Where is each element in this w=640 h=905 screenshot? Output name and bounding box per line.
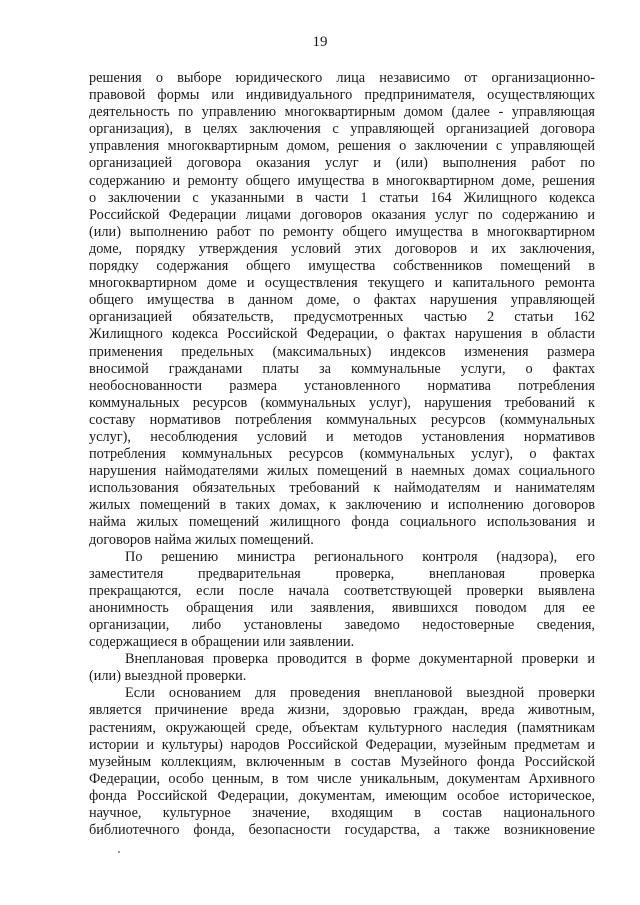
text-line: (или) выполнению работ по ремонту общего имущества в многоквартирном xyxy=(89,223,595,240)
text-line: управления многоквартирным домом, решения о заключении с управляющей xyxy=(89,138,595,155)
text-line: услуг), несоблюдения условий и методов установления нормативов xyxy=(89,428,595,445)
text-line: договоров найма жилых помещений. xyxy=(89,531,314,548)
text-line: деятельность по управлению многоквартирным домом (далее - управляющая xyxy=(89,104,595,121)
text-line: музейным коллекциям, включенным в состав Музейного фонда Российской xyxy=(89,753,595,770)
text-line: Если основанием для проведения внеплановой выездной проверки xyxy=(125,685,595,702)
paragraph xyxy=(89,70,595,549)
text-line: решения о выборе юридического лица независимо от организационно- xyxy=(89,70,595,86)
text-line: истории и культуры) народов Российской Федерации, музейным предметам и xyxy=(89,736,595,753)
text-line: порядку содержания общего имущества собственников помещений в xyxy=(89,258,595,275)
text-line: содержанию и ремонту общего имущества в многоквартирном доме, решения xyxy=(89,172,595,189)
text-line: найма жилых помещений жилищного фонда социального использования и xyxy=(89,514,595,531)
text-line: организацией договора оказания услуг и (или) выполнения работ по xyxy=(89,155,595,172)
text-line: составу нормативов потребления коммунальных ресурсов (коммунальных xyxy=(89,411,595,428)
text-line: (или) выездной проверки. xyxy=(89,668,247,685)
paragraph xyxy=(89,651,595,685)
text-line: применения предельных (максимальных) индексов изменения размера xyxy=(89,343,595,360)
page-number: 19 xyxy=(312,34,328,50)
paragraph xyxy=(89,685,595,839)
text-line: многоквартирном доме и осуществления текущего и капитального ремонта xyxy=(89,275,595,292)
text-line: Внеплановая проверка проводится в форме документарной проверки и xyxy=(125,651,595,668)
text-line: правовой формы или индивидуального предпринимателя, осуществляющих xyxy=(89,87,595,104)
text-line: общего имущества в данном доме, о фактах нарушения управляющей xyxy=(89,292,595,309)
text-line: Жилищного кодекса Российской Федерации, о фактах нарушения в области xyxy=(89,326,595,343)
text-line: заместителя предварительная проверка, внеплановая проверка xyxy=(89,565,595,582)
text-line: По решению министра регионального контроля (надзора), его xyxy=(125,548,595,565)
text-line: организация), в целях заключения с управляющей организацией договора xyxy=(89,121,595,138)
text-line: Российской Федерации лицами договоров оказания услуг по содержанию и xyxy=(89,206,595,223)
paragraph xyxy=(89,549,595,652)
text-line: жилых помещений в таких домах, к заключению и исполнению договоров xyxy=(89,497,595,514)
text-line: является причинение вреда жизни, здоровью граждан, вреда животным, xyxy=(89,702,595,719)
text-line: содержащиеся в обращении или заявлении. xyxy=(89,634,355,651)
text-line: растениям, окружающей среде, объектам культурного наследия (памятникам xyxy=(89,719,595,736)
text-line: организацией обязательств, предусмотренных частью 2 статьи 162 xyxy=(89,309,595,326)
text-line: фонда Российской Федерации, документам, имеющим особое историческое, xyxy=(89,787,595,804)
text-line: нарушения наймодателями жилых помещений в наемных домах социального xyxy=(89,463,595,480)
text-line: доме, порядку утверждения условий этих договоров и их заключения, xyxy=(89,240,595,257)
document-body xyxy=(89,70,595,839)
text-line: потребления коммунальных ресурсов (коммунальных услуг), о фактах xyxy=(89,446,595,463)
text-line: организации, либо установлены заведомо недостоверные сведения, xyxy=(89,617,595,633)
text-line: прекращаются, если после начала соответствующей проверки выявлена xyxy=(89,582,595,599)
text-line: использования обязательных требований к наймодателям и нанимателям xyxy=(89,480,595,497)
scan-speck xyxy=(118,851,120,853)
text-line: анонимность обращения или заявления, явившихся поводом для ее xyxy=(89,599,595,616)
text-line: коммунальных ресурсов (коммунальных услуг), нарушения требований к xyxy=(89,394,595,411)
text-line: вносимой гражданами платы за коммунальные услуги, о фактах xyxy=(89,360,595,377)
text-line: научное, культурное значение, входящим в состав национального xyxy=(89,805,595,822)
text-line: необоснованности размера установленного норматива потребления xyxy=(89,377,595,394)
text-line: о заключении с указанными в части 1 статьи 164 Жилищного кодекса xyxy=(89,189,595,206)
text-line: Федерации, особо ценным, в том числе уникальным, документам Архивного xyxy=(89,770,595,787)
text-line: библиотечного фонда, безопасности государства, а также возникновение xyxy=(89,822,595,839)
